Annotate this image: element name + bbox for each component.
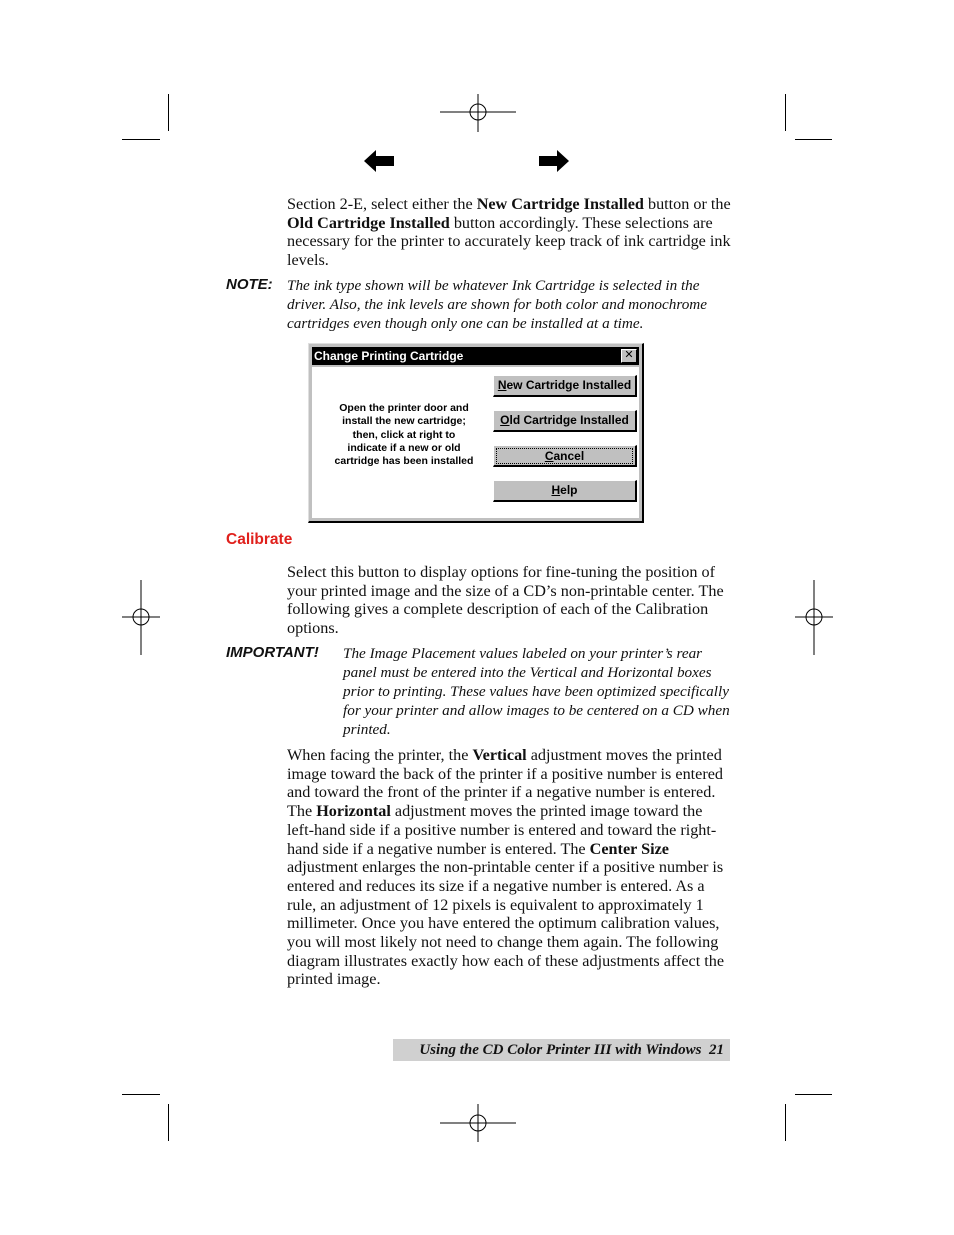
calibrate-paragraph: Select this button to display options for fine-tuning the position of your printed image and the size of a CD’s non-printable center. The following gives a complete description of each of the Calibration options. — [287, 563, 724, 638]
crop-mark — [785, 1104, 786, 1141]
close-button[interactable] — [621, 349, 637, 363]
page-footer — [393, 1039, 730, 1061]
crop-mark — [168, 1104, 169, 1141]
registration-mark-icon — [440, 94, 516, 132]
crop-mark — [785, 94, 786, 131]
registration-mark-icon — [440, 1104, 516, 1142]
new-cartridge-installed-button[interactable]: New Cartridge Installed — [493, 375, 637, 397]
change-printing-cartridge-dialog — [308, 343, 644, 523]
facing-paragraph: When facing the printer, the Vertical adjustment moves the printed image toward the back of the printer if a positive number is entered and toward the front of the printer if a negative number is entered. The Horizontal adjustment moves the printed image toward the left-hand side if a positive number is entered and toward the right-hand side if a negative number is entered. The Center Size adjustment enlarges the non-printable center if a positive number is entered and reduces its size if a negative number is entered. As a rule, an adjustment of 12 pixels is equivalent to approximately 1 millimeter. Once you have entered the optimum calibration values, you will most likely not need to change them again. The following diagram illustrates exactly how each of these adjustments affect the printed image. — [287, 746, 725, 989]
dialog-title-bar — [312, 347, 639, 365]
crop-mark — [122, 139, 160, 140]
right-arrow-icon[interactable] — [539, 150, 569, 172]
crop-mark — [122, 1094, 160, 1095]
calibrate-heading: Calibrate — [226, 531, 293, 548]
dialog-title: Change Printing Cartridge — [314, 349, 464, 363]
page-number: 21 — [709, 1042, 724, 1058]
old-cartridge-installed-button[interactable]: Old Cartridge Installed — [493, 410, 637, 432]
crop-mark — [168, 94, 169, 131]
note-text: The ink type shown will be whatever Ink Cartridge is selected in the driver. Also, the ink levels are shown for both color and monochrome cartridges even though only one can be installed at a time. — [287, 277, 707, 332]
footer-title: Using the CD Color Printer III with Windows — [419, 1042, 702, 1058]
help-button[interactable]: Help — [493, 480, 637, 502]
registration-mark-icon — [122, 580, 160, 655]
intro-paragraph: Section 2-E, select either the New Cartridge Installed button or the Old Cartridge Installed button accordingly. These selections are necessary for the printer to accurately keep track of ink cartridge ink levels. — [287, 195, 731, 270]
dialog-body — [312, 367, 639, 518]
important-text: The Image Placement values labeled on your printer’s rear panel must be entered into the Vertical and Horizontal boxes prior to printing. These values have been optimized specifically for your printer and allow images to be centered on a CD when printed. — [343, 645, 730, 738]
registration-mark-icon — [795, 580, 833, 655]
important-label: IMPORTANT! — [226, 644, 319, 661]
note-label: NOTE: — [226, 276, 273, 293]
crop-mark — [795, 1094, 832, 1095]
left-arrow-icon[interactable] — [364, 150, 394, 172]
close-icon: ✕ — [624, 349, 634, 361]
dialog-message: Open the printer door and install the new cartridge; then, click at right to indicate if a new or old cartridge has been installed — [334, 402, 474, 468]
cancel-button[interactable]: Cancel — [493, 445, 637, 467]
crop-mark — [795, 139, 832, 140]
